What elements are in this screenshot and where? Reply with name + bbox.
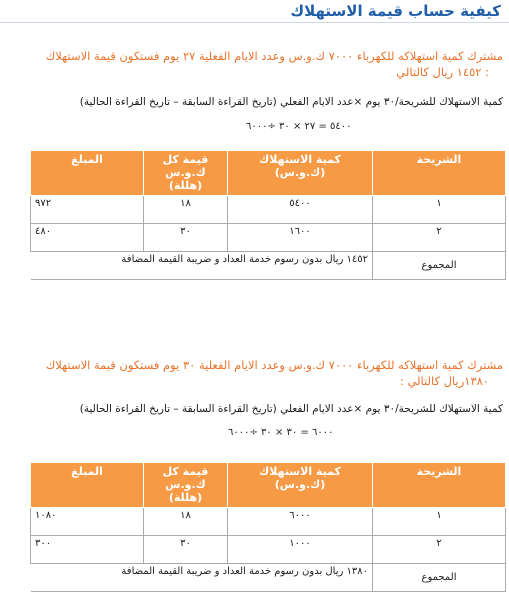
table-row — [31, 196, 506, 224]
table-total-row — [31, 564, 506, 592]
header-amount: المبلغ — [31, 151, 144, 196]
cell-unit-price: ١٨ — [144, 196, 228, 224]
cell-consumption: ١٠٠٠ — [228, 536, 373, 564]
table-header-row — [31, 151, 506, 196]
cell-amount: ٣٠٠ — [31, 536, 144, 564]
example-2-intro-line1: مشترك كمية استهلاكه للكهرباء ٧٠٠٠ ك.و.س وعدد الايام الفعلية ٣٠ يوم فستكون قيمة الاستهلاك — [45, 358, 503, 372]
example-2-table — [30, 462, 506, 592]
example-1-table — [30, 150, 506, 280]
example-2-intro-line2: ١٣٨٠ريال كالتالي : — [399, 374, 489, 388]
total-label: المجموع — [373, 564, 506, 592]
header-tier: الشريحة — [373, 463, 506, 508]
cell-unit-price: ٣٠ — [144, 536, 228, 564]
title-divider — [0, 22, 509, 23]
example-1-formula: كمية الاستهلاك للشريحة/٣٠ يوم ×عدد الايام الفعلي (تاريخ القراءة السابقة – تاريخ القراءة الحالية) — [79, 96, 503, 108]
cell-consumption: ١٦٠٠ — [228, 224, 373, 252]
table-total-row — [31, 252, 506, 280]
page-title: كيفية حساب قيمة الاستهلاك — [290, 2, 501, 20]
table-row — [31, 536, 506, 564]
total-text: ١٣٨٠ ريال بدون رسوم خدمة العداد و ضريبة القيمة المضافة — [31, 564, 373, 592]
example-1-intro — [3, 48, 503, 80]
cell-tier: ١ — [373, 508, 506, 536]
example-1-equation: ٥٤٠٠ = ٢٧ × ٣٠ ÷٦٠٠٠ — [246, 121, 352, 132]
cell-consumption: ٥٤٠٠ — [228, 196, 373, 224]
example-2-formula: كمية الاستهلاك للشريحة/٣٠ يوم ×عدد الايام الفعلي (تاريخ القراءة السابقة – تاريخ القراءة الحالية) — [79, 403, 503, 415]
total-label: المجموع — [373, 252, 506, 280]
header-amount: المبلغ — [31, 463, 144, 508]
cell-unit-price: ٣٠ — [144, 224, 228, 252]
cell-tier: ٢ — [373, 224, 506, 252]
cell-amount: ٩٧٢ — [31, 196, 144, 224]
cell-amount: ١٠٨٠ — [31, 508, 144, 536]
example-1-intro-line2: : ١٤٥٢ ريال كالتالي — [396, 65, 489, 79]
example-2-equation: ٦٠٠٠ = ٣٠ × ٣٠ ÷٦٠٠٠ — [228, 427, 334, 438]
cell-tier: ٢ — [373, 536, 506, 564]
table-header-row — [31, 463, 506, 508]
total-text: ١٤٥٢ ريال بدون رسوم خدمة العداد و ضريبة القيمة المضافة — [31, 252, 373, 280]
table-row — [31, 224, 506, 252]
example-2-intro — [3, 357, 503, 389]
example-1-intro-line1: مشترك كمية استهلاكه للكهرباء ٧٠٠٠ ك.و.س وعدد الايام الفعلية ٢٧ يوم فستكون قيمة الاستهلاك — [45, 49, 503, 63]
header-tier: الشريحة — [373, 151, 506, 196]
cell-unit-price: ١٨ — [144, 508, 228, 536]
header-unit-price: قيمة كل ك.و.س (هللة) — [144, 151, 228, 196]
header-unit-price: قيمة كل ك.و.س (هللة) — [144, 463, 228, 508]
header-consumption: كمية الاستهلاك (ك.و.س) — [228, 463, 373, 508]
header-consumption: كمية الاستهلاك (ك.و.س) — [228, 151, 373, 196]
cell-consumption: ٦٠٠٠ — [228, 508, 373, 536]
cell-tier: ١ — [373, 196, 506, 224]
cell-amount: ٤٨٠ — [31, 224, 144, 252]
table-row — [31, 508, 506, 536]
